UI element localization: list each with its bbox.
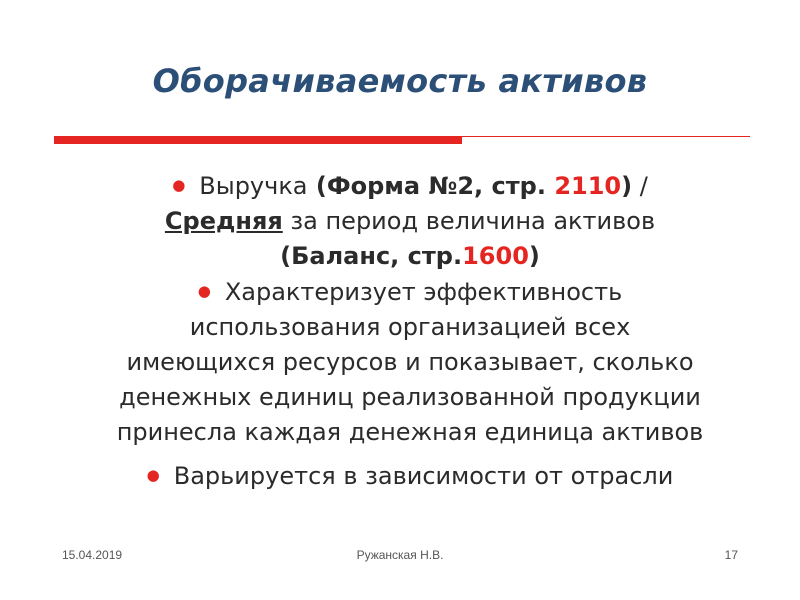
bullet-item-description bbox=[40, 274, 780, 450]
numerator-word: Выручка bbox=[199, 172, 308, 200]
red-dot-bullet-icon: ● bbox=[146, 466, 160, 484]
footer-page-number: 17 bbox=[724, 548, 738, 562]
description-line-3: имеющихся ресурсов и показывает, сколько bbox=[126, 348, 694, 376]
formula-line-2 bbox=[40, 204, 780, 239]
industry-line bbox=[40, 458, 780, 494]
formula-line-3 bbox=[40, 239, 780, 274]
footer-date: 15.04.2019 bbox=[62, 548, 123, 562]
divide-sign: / bbox=[632, 172, 648, 200]
denominator-ref-close: ) bbox=[528, 242, 540, 270]
red-dot-bullet-icon: ● bbox=[172, 176, 186, 194]
numerator-line-number: 2110 bbox=[554, 172, 622, 200]
slide-title: Оборачиваемость активов bbox=[152, 62, 648, 100]
footer-author: Ружанская Н.В. bbox=[356, 548, 444, 562]
numerator-ref-open: (Форма №2, стр. bbox=[307, 172, 555, 200]
description-text-1: Характеризует эффективность bbox=[224, 278, 623, 306]
formula-line-1 bbox=[40, 168, 780, 204]
bullet-item-industry bbox=[40, 458, 780, 494]
bullet-item-formula bbox=[40, 168, 780, 274]
bullet-list bbox=[40, 168, 780, 494]
description-line-5: принесла каждая денежная единица активов bbox=[116, 418, 704, 446]
title-underline-thick bbox=[54, 136, 462, 144]
description-line-1 bbox=[40, 274, 780, 310]
industry-text: Варьируется в зависимости от отрасли bbox=[173, 462, 674, 490]
numerator-ref-close: ) bbox=[621, 172, 633, 200]
description-line-2: использования организацией всех bbox=[189, 313, 631, 341]
denominator-rest: за период величина активов bbox=[282, 207, 656, 235]
description-line-4: денежных единиц реализованной продукции bbox=[119, 383, 701, 411]
red-dot-bullet-icon: ● bbox=[197, 282, 211, 300]
denominator-ref-open: (Баланс, стр. bbox=[280, 242, 463, 270]
denominator-word: Средняя bbox=[164, 207, 283, 235]
denominator-line-number: 1600 bbox=[462, 242, 529, 270]
